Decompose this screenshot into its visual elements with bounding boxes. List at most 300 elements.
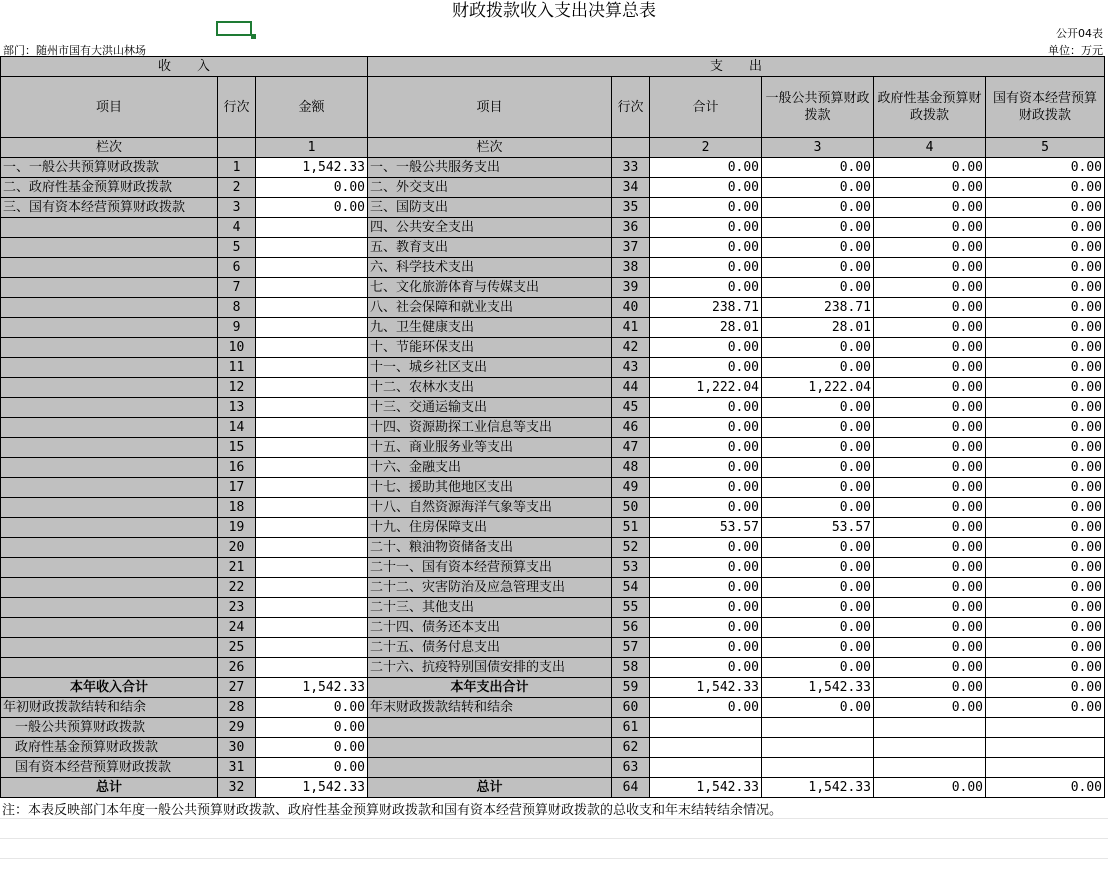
income-item-label: [1, 558, 218, 578]
income-item-label: [1, 478, 218, 498]
col-header-total: 合计: [650, 77, 762, 138]
amount-cell[interactable]: 1,222.04: [762, 378, 874, 398]
income-item-label: [1, 238, 218, 258]
amount-cell[interactable]: 0.00: [986, 218, 1105, 238]
income-item-label: [1, 298, 218, 318]
row-number: 22: [218, 578, 256, 598]
row-number: 19: [218, 518, 256, 538]
expense-item-label: 十二、农林水支出: [368, 378, 612, 398]
amount-cell[interactable]: [762, 738, 874, 758]
amount-cell[interactable]: 0.00: [986, 518, 1105, 538]
row-number: 61: [612, 718, 650, 738]
row-number: 49: [612, 478, 650, 498]
amount-cell[interactable]: 0.00: [986, 358, 1105, 378]
amount-cell[interactable]: 0.00: [874, 438, 986, 458]
amount-cell[interactable]: 0.00: [874, 478, 986, 498]
amount-cell[interactable]: 0.00: [986, 198, 1105, 218]
amount-cell[interactable]: 0.00: [256, 738, 368, 758]
income-item-label: [1, 458, 218, 478]
amount-cell[interactable]: 238.71: [650, 298, 762, 318]
row-number: 30: [218, 738, 256, 758]
amount-cell[interactable]: 0.00: [650, 458, 762, 478]
amount-cell[interactable]: 0.00: [762, 498, 874, 518]
amount-cell[interactable]: 0.00: [650, 258, 762, 278]
col-header-state: 国有资本经营预算财政拨款: [986, 77, 1105, 138]
amount-cell[interactable]: 0.00: [986, 558, 1105, 578]
income-item-label: [1, 518, 218, 538]
amount-cell[interactable]: 0.00: [650, 498, 762, 518]
amount-cell[interactable]: 0.00: [986, 178, 1105, 198]
amount-cell[interactable]: [874, 738, 986, 758]
row-number: 1: [218, 158, 256, 178]
amount-cell[interactable]: [256, 618, 368, 638]
amount-cell[interactable]: 0.00: [650, 558, 762, 578]
amount-cell[interactable]: 0.00: [874, 538, 986, 558]
row-number: 14: [218, 418, 256, 438]
empty-cell: [612, 138, 650, 158]
table-row: [1, 498, 1105, 518]
income-item-label: [1, 638, 218, 658]
amount-cell[interactable]: 0.00: [874, 698, 986, 718]
amount-cell[interactable]: 53.57: [650, 518, 762, 538]
col-number: 1: [256, 138, 368, 158]
amount-cell[interactable]: 0.00: [650, 478, 762, 498]
row-number: 29: [218, 718, 256, 738]
amount-cell[interactable]: [256, 478, 368, 498]
amount-cell[interactable]: 0.00: [874, 578, 986, 598]
row-number: 54: [612, 578, 650, 598]
row-number: 21: [218, 558, 256, 578]
income-item-label: [1, 418, 218, 438]
amount-cell[interactable]: 0.00: [762, 698, 874, 718]
amount-cell[interactable]: 0.00: [986, 258, 1105, 278]
row-number: 46: [612, 418, 650, 438]
amount-cell[interactable]: [256, 438, 368, 458]
row-number: 12: [218, 378, 256, 398]
expense-item-label: 二十六、抗疫特别国债安排的支出: [368, 658, 612, 678]
amount-cell[interactable]: [874, 718, 986, 738]
amount-cell[interactable]: 0.00: [874, 598, 986, 618]
selected-cell[interactable]: [216, 21, 252, 36]
amount-cell[interactable]: 1,542.33: [762, 678, 874, 698]
amount-cell[interactable]: 0.00: [762, 178, 874, 198]
income-item-label: [1, 218, 218, 238]
expense-item-label: 六、科学技术支出: [368, 258, 612, 278]
amount-cell[interactable]: 0.00: [650, 438, 762, 458]
row-number: 58: [612, 658, 650, 678]
row-number: 44: [612, 378, 650, 398]
row-number: 48: [612, 458, 650, 478]
row-number: 4: [218, 218, 256, 238]
amount-cell[interactable]: 0.00: [256, 198, 368, 218]
amount-cell[interactable]: [256, 318, 368, 338]
table-row: [1, 618, 1105, 638]
carryover-label: 国有资本经营预算财政拨款: [1, 758, 218, 778]
carryover-label: 一般公共预算财政拨款: [1, 718, 218, 738]
row-number: 5: [218, 238, 256, 258]
expense-item-label: 九、卫生健康支出: [368, 318, 612, 338]
income-item-label: 一、一般公共预算财政拨款: [1, 158, 218, 178]
table-row: [1, 478, 1105, 498]
row-number: 15: [218, 438, 256, 458]
table-row: [1, 638, 1105, 658]
row-number: 20: [218, 538, 256, 558]
amount-cell[interactable]: [986, 758, 1105, 778]
expense-item-label: 十三、交通运输支出: [368, 398, 612, 418]
amount-cell[interactable]: 0.00: [874, 338, 986, 358]
amount-cell[interactable]: 0.00: [986, 498, 1105, 518]
amount-cell[interactable]: [256, 358, 368, 378]
income-item-label: [1, 278, 218, 298]
amount-cell[interactable]: 0.00: [762, 438, 874, 458]
amount-cell[interactable]: 0.00: [874, 158, 986, 178]
amount-cell[interactable]: 0.00: [874, 278, 986, 298]
expense-item-label: 二十一、国有资本经营预算支出: [368, 558, 612, 578]
amount-cell[interactable]: 0.00: [874, 238, 986, 258]
row-number: 6: [218, 258, 256, 278]
amount-cell[interactable]: 0.00: [762, 398, 874, 418]
row-number: 57: [612, 638, 650, 658]
amount-cell[interactable]: 0.00: [650, 698, 762, 718]
amount-cell[interactable]: [256, 518, 368, 538]
income-item-label: [1, 578, 218, 598]
amount-cell[interactable]: 0.00: [986, 158, 1105, 178]
amount-cell[interactable]: 0.00: [986, 578, 1105, 598]
amount-cell[interactable]: 0.00: [256, 698, 368, 718]
row-number: 16: [218, 458, 256, 478]
amount-cell[interactable]: 0.00: [650, 198, 762, 218]
amount-cell[interactable]: 0.00: [986, 658, 1105, 678]
empty-cell: [218, 138, 256, 158]
amount-cell[interactable]: 0.00: [650, 338, 762, 358]
amount-cell[interactable]: 0.00: [874, 318, 986, 338]
amount-cell[interactable]: 0.00: [986, 278, 1105, 298]
amount-cell[interactable]: [986, 718, 1105, 738]
col-header-item: 项目: [1, 77, 218, 138]
table-row: [1, 178, 1105, 198]
row-number: 23: [218, 598, 256, 618]
amount-cell[interactable]: 0.00: [762, 418, 874, 438]
amount-cell[interactable]: 0.00: [650, 358, 762, 378]
col-header-amount: 金额: [256, 77, 368, 138]
empty-sheet-grid: [0, 818, 1108, 874]
end-balance-label: 年末财政拨款结转和结余: [368, 698, 612, 718]
amount-cell[interactable]: 28.01: [650, 318, 762, 338]
amount-cell[interactable]: 0.00: [650, 238, 762, 258]
amount-cell[interactable]: 0.00: [986, 678, 1105, 698]
row-number: 27: [218, 678, 256, 698]
amount-cell[interactable]: 0.00: [762, 338, 874, 358]
row-number: 2: [218, 178, 256, 198]
amount-cell[interactable]: 0.00: [874, 458, 986, 478]
expense-item-label: 十六、金融支出: [368, 458, 612, 478]
expense-item-label: 十、节能环保支出: [368, 338, 612, 358]
amount-cell[interactable]: 0.00: [874, 618, 986, 638]
amount-cell[interactable]: 0.00: [650, 538, 762, 558]
amount-cell[interactable]: 28.01: [762, 318, 874, 338]
income-item-label: [1, 318, 218, 338]
amount-cell[interactable]: 0.00: [874, 418, 986, 438]
grand-total-label: 总计: [1, 778, 218, 798]
amount-cell[interactable]: 0.00: [762, 638, 874, 658]
row-number: 26: [218, 658, 256, 678]
expense-total-label: 本年支出合计: [368, 678, 612, 698]
amount-cell[interactable]: 1,542.33: [762, 778, 874, 798]
amount-cell[interactable]: 0.00: [650, 178, 762, 198]
amount-cell[interactable]: [256, 238, 368, 258]
amount-cell[interactable]: 0.00: [986, 778, 1105, 798]
empty-cell: [368, 738, 612, 758]
row-number: 56: [612, 618, 650, 638]
amount-cell[interactable]: 0.00: [874, 398, 986, 418]
amount-cell[interactable]: 0.00: [762, 478, 874, 498]
row-number: 10: [218, 338, 256, 358]
row-number: 32: [218, 778, 256, 798]
amount-cell[interactable]: 1,222.04: [650, 378, 762, 398]
amount-cell[interactable]: 0.00: [762, 158, 874, 178]
amount-cell[interactable]: 0.00: [650, 218, 762, 238]
expense-item-label: 八、社会保障和就业支出: [368, 298, 612, 318]
row-number: 3: [218, 198, 256, 218]
amount-cell[interactable]: 0.00: [986, 618, 1105, 638]
table-row: [1, 198, 1105, 218]
row-number: 37: [612, 238, 650, 258]
row-number: 62: [612, 738, 650, 758]
amount-cell[interactable]: [762, 718, 874, 738]
amount-cell[interactable]: 0.00: [874, 358, 986, 378]
amount-cell[interactable]: 0.00: [986, 318, 1105, 338]
row-number: 55: [612, 598, 650, 618]
amount-cell[interactable]: 0.00: [256, 178, 368, 198]
amount-cell[interactable]: [256, 378, 368, 398]
department-label: 部门：随州市国有大洪山林场: [3, 44, 146, 57]
income-item-label: [1, 338, 218, 358]
unit-label: 单位：万元: [1048, 44, 1103, 57]
amount-cell[interactable]: 0.00: [874, 678, 986, 698]
income-item-label: [1, 598, 218, 618]
expense-item-label: 十七、援助其他地区支出: [368, 478, 612, 498]
amount-cell[interactable]: 0.00: [874, 558, 986, 578]
income-item-label: [1, 538, 218, 558]
table-row: [1, 318, 1105, 338]
income-item-label: [1, 398, 218, 418]
page-title: 财政拨款收入支出决算总表: [452, 1, 656, 21]
amount-cell[interactable]: [256, 638, 368, 658]
amount-cell[interactable]: 0.00: [762, 238, 874, 258]
amount-cell[interactable]: 1,542.33: [650, 778, 762, 798]
amount-cell[interactable]: 0.00: [762, 578, 874, 598]
amount-cell[interactable]: 0.00: [874, 258, 986, 278]
amount-cell[interactable]: 0.00: [986, 478, 1105, 498]
amount-cell[interactable]: 0.00: [650, 158, 762, 178]
row-number: 42: [612, 338, 650, 358]
amount-cell[interactable]: 0.00: [874, 498, 986, 518]
amount-cell[interactable]: 0.00: [762, 278, 874, 298]
expense-item-label: 十八、自然资源海洋气象等支出: [368, 498, 612, 518]
amount-cell[interactable]: 0.00: [650, 638, 762, 658]
amount-cell[interactable]: [256, 278, 368, 298]
table-row: [1, 598, 1105, 618]
expense-item-label: 十五、商业服务业等支出: [368, 438, 612, 458]
amount-cell[interactable]: 0.00: [256, 718, 368, 738]
amount-cell[interactable]: 238.71: [762, 298, 874, 318]
amount-cell[interactable]: 0.00: [874, 298, 986, 318]
row-number: 45: [612, 398, 650, 418]
income-item-label: [1, 498, 218, 518]
amount-cell[interactable]: [256, 258, 368, 278]
amount-cell[interactable]: 0.00: [650, 598, 762, 618]
amount-cell[interactable]: [874, 758, 986, 778]
row-number: 47: [612, 438, 650, 458]
amount-cell[interactable]: 1,542.33: [256, 778, 368, 798]
amount-cell[interactable]: 0.00: [762, 198, 874, 218]
row-number: 52: [612, 538, 650, 558]
row-number: 24: [218, 618, 256, 638]
expense-item-label: 十一、城乡社区支出: [368, 358, 612, 378]
amount-cell[interactable]: 0.00: [650, 618, 762, 638]
amount-cell[interactable]: [650, 718, 762, 738]
expense-item-label: 二十二、灾害防治及应急管理支出: [368, 578, 612, 598]
row-number: 25: [218, 638, 256, 658]
amount-cell[interactable]: 0.00: [874, 198, 986, 218]
amount-cell[interactable]: [256, 398, 368, 418]
table-row: [1, 418, 1105, 438]
row-number: 9: [218, 318, 256, 338]
amount-cell[interactable]: 0.00: [874, 778, 986, 798]
amount-cell[interactable]: 0.00: [762, 658, 874, 678]
table-row: [1, 658, 1105, 678]
table-row: [1, 278, 1105, 298]
amount-cell[interactable]: 0.00: [986, 378, 1105, 398]
table-row: [1, 518, 1105, 538]
amount-cell[interactable]: 0.00: [986, 398, 1105, 418]
amount-cell[interactable]: [256, 338, 368, 358]
amount-cell[interactable]: [986, 738, 1105, 758]
row-number: 40: [612, 298, 650, 318]
amount-cell[interactable]: 0.00: [986, 638, 1105, 658]
amount-cell[interactable]: 0.00: [874, 638, 986, 658]
amount-cell[interactable]: [256, 598, 368, 618]
amount-cell[interactable]: 0.00: [650, 418, 762, 438]
amount-cell[interactable]: 0.00: [256, 758, 368, 778]
row-number: 8: [218, 298, 256, 318]
col-header-row: 行次: [218, 77, 256, 138]
empty-cell: [368, 718, 612, 738]
table-row: [1, 538, 1105, 558]
amount-cell[interactable]: [650, 758, 762, 778]
amount-cell[interactable]: [256, 658, 368, 678]
amount-cell[interactable]: 1,542.33: [256, 678, 368, 698]
amount-cell[interactable]: [256, 498, 368, 518]
amount-cell[interactable]: 0.00: [650, 658, 762, 678]
amount-cell[interactable]: 0.00: [762, 218, 874, 238]
amount-cell[interactable]: 0.00: [650, 398, 762, 418]
amount-cell[interactable]: [256, 418, 368, 438]
row-number: 34: [612, 178, 650, 198]
income-section-header: 收 入: [1, 57, 368, 77]
table-row: [1, 398, 1105, 418]
amount-cell[interactable]: 0.00: [762, 618, 874, 638]
amount-cell[interactable]: [256, 558, 368, 578]
table-row: [1, 438, 1105, 458]
row-number: 63: [612, 758, 650, 778]
table-row: [1, 218, 1105, 238]
amount-cell[interactable]: 0.00: [762, 558, 874, 578]
amount-cell[interactable]: 0.00: [986, 698, 1105, 718]
amount-cell[interactable]: [256, 458, 368, 478]
amount-cell[interactable]: 0.00: [874, 178, 986, 198]
table-row: [1, 258, 1105, 278]
budget-table: [0, 56, 1105, 798]
amount-cell[interactable]: [256, 538, 368, 558]
expense-item-label: 五、教育支出: [368, 238, 612, 258]
row-number: 51: [612, 518, 650, 538]
amount-cell[interactable]: 0.00: [650, 278, 762, 298]
amount-cell[interactable]: [256, 218, 368, 238]
table-row: [1, 378, 1105, 398]
fill-handle[interactable]: [251, 34, 256, 39]
grand-total-label: 总计: [368, 778, 612, 798]
amount-cell[interactable]: 53.57: [762, 518, 874, 538]
amount-cell[interactable]: 1,542.33: [256, 158, 368, 178]
table-row: [1, 578, 1105, 598]
income-item-label: 二、政府性基金预算财政拨款: [1, 178, 218, 198]
expense-item-label: 十九、住房保障支出: [368, 518, 612, 538]
amount-cell[interactable]: 0.00: [762, 258, 874, 278]
amount-cell[interactable]: 0.00: [762, 598, 874, 618]
amount-cell[interactable]: 0.00: [986, 338, 1105, 358]
amount-cell[interactable]: 0.00: [762, 458, 874, 478]
amount-cell[interactable]: 0.00: [986, 418, 1105, 438]
expense-item-label: 七、文化旅游体育与传媒支出: [368, 278, 612, 298]
amount-cell[interactable]: 0.00: [874, 658, 986, 678]
row-number: 59: [612, 678, 650, 698]
expense-section-header: 支 出: [368, 57, 1105, 77]
row-number: 7: [218, 278, 256, 298]
amount-cell[interactable]: 0.00: [650, 578, 762, 598]
amount-cell[interactable]: 0.00: [986, 538, 1105, 558]
amount-cell[interactable]: 0.00: [874, 518, 986, 538]
income-total-label: 本年收入合计: [1, 678, 218, 698]
expense-item-label: 一、一般公共服务支出: [368, 158, 612, 178]
begin-balance-label: 年初财政拨款结转和结余: [1, 698, 218, 718]
row-number: 53: [612, 558, 650, 578]
row-number: 28: [218, 698, 256, 718]
amount-cell[interactable]: 0.00: [986, 298, 1105, 318]
amount-cell[interactable]: 1,542.33: [650, 678, 762, 698]
col-number: 4: [874, 138, 986, 158]
amount-cell[interactable]: 0.00: [986, 598, 1105, 618]
amount-cell[interactable]: 0.00: [762, 358, 874, 378]
expense-item-label: 二十三、其他支出: [368, 598, 612, 618]
amount-cell[interactable]: 0.00: [986, 458, 1105, 478]
amount-cell[interactable]: 0.00: [986, 438, 1105, 458]
table-row: [1, 338, 1105, 358]
amount-cell[interactable]: [762, 758, 874, 778]
amount-cell[interactable]: 0.00: [874, 218, 986, 238]
amount-cell[interactable]: [256, 298, 368, 318]
expense-item-label: 二十五、债务付息支出: [368, 638, 612, 658]
amount-cell[interactable]: 0.00: [986, 238, 1105, 258]
expense-item-label: 二十四、债务还本支出: [368, 618, 612, 638]
amount-cell[interactable]: [256, 578, 368, 598]
amount-cell[interactable]: 0.00: [874, 378, 986, 398]
amount-cell[interactable]: [650, 738, 762, 758]
amount-cell[interactable]: 0.00: [762, 538, 874, 558]
col-label: 栏次: [1, 138, 218, 158]
table-row: [1, 558, 1105, 578]
income-item-label: [1, 438, 218, 458]
